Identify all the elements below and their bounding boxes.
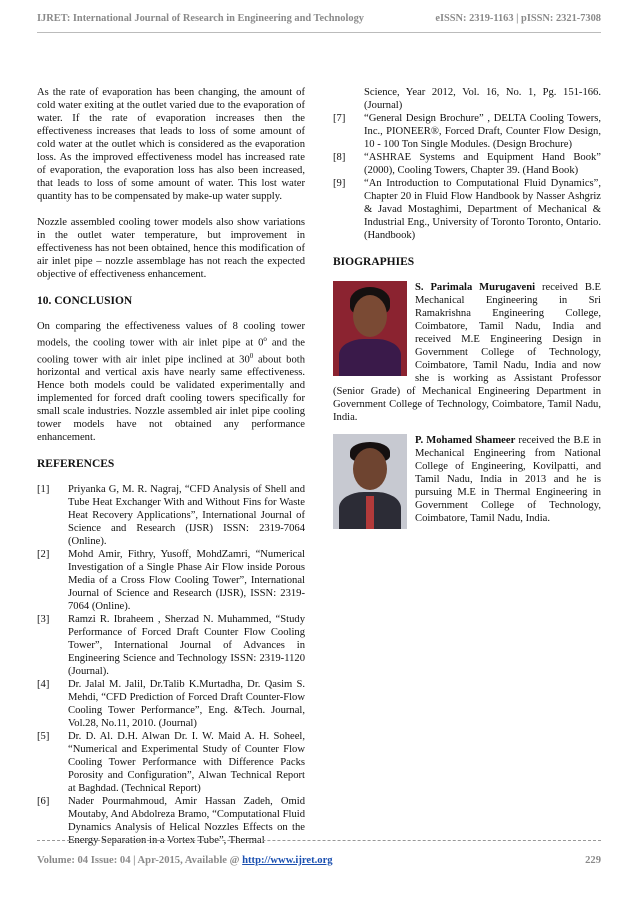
biography-1 bbox=[333, 281, 601, 424]
author-photo bbox=[333, 281, 407, 376]
paragraph-nozzle: Nozzle assembled cooling tower models also show variations in the outlet water temperature, but improvement in effectiveness has not been obtained, hence this modification of air inlet pipe – nozzle assemblage has not reach the expected objective of effectiveness enhancement. bbox=[37, 217, 305, 280]
journal-link[interactable]: http://www.ijret.org bbox=[242, 855, 333, 866]
page-footer bbox=[37, 855, 601, 866]
page-number: 229 bbox=[585, 855, 601, 866]
reference-item: [2] Mohd Amir, Fithry, Yusoff, MohdZamri, “Numerical Investigation of a Single Phase Air Flow inside Porous Media of a Cross Flow Cooling Tower”, International Journal of Science and Research (IJSR), ISSN: 2319-7064 (Online). bbox=[37, 549, 305, 613]
biographies-heading: BIOGRAPHIES bbox=[333, 256, 415, 268]
paragraph-evaporation: As the rate of evaporation has been changing, the amount of cold water exiting at the outlet varied due to the evaporation of water. If the rate of evaporation increases then the effectiveness increases that leads to loss of some amount of cold water at the outlet which is considered as the evaporation loss. As the improved effectiveness model has increased rate of evaporation, the evaporation loss has also been increased, that leads to loss of some amount of water. This lost water quantity has to be compensated by make-up water supply. bbox=[37, 87, 305, 202]
reference-item: [9] “An Introduction to Computational Fluid Dynamics”, Chapter 20 in Fluid Flow Handbook by Nasser Ashgriz & Javad Mostaghimi, Department of Mechanical & Industrial Eng., University of Toronto Toronto, Ontario.(Handbook) bbox=[333, 178, 601, 241]
page-header bbox=[37, 13, 601, 24]
reference-continuation: Science, Year 2012, Vol. 16, No. 1, Pg. 151-166. (Journal) bbox=[364, 87, 601, 111]
references-heading: REFERENCES bbox=[37, 458, 115, 471]
footer-issue: Volume: 04 Issue: 04 | Apr-2015, Available @ http://www.ijret.org bbox=[37, 855, 333, 866]
issn: eISSN: 2319-1163 | pISSN: 2321-7308 bbox=[435, 13, 601, 24]
reference-item: [3] Ramzi R. Ibraheem , Sherzad N. Muhammed, “Study Performance of Forced Draft Counter Flow Cooling Tower”, International Journal of Advances in Engineering Science and Technology ISSN: 2319-1120 (Journal). bbox=[37, 614, 305, 678]
left-column bbox=[37, 86, 305, 847]
author-photo bbox=[333, 434, 407, 529]
reference-item: [1] Priyanka G, M. R. Nagraj, “CFD Analysis of Shell and Tube Heat Exchanger With and Without Fins for Waste Heat Recovery Applications”, International Journal of Science and Research (IJSR) ISSN: 2319-7064 (Online). bbox=[37, 484, 305, 548]
right-column bbox=[333, 86, 601, 531]
reference-item: [7] “General Design Brochure” , DELTA Cooling Towers, Inc., PIONEER®, Forced Draft, Counter Flow Design, 10 - 100 Ton Single Modules. (Design Brochure) bbox=[333, 113, 601, 150]
reference-item: [6] Nader Pourmahmoud, Amir Hassan Zadeh, Omid Moutaby, And Abdolreza Bramo, “Computational Fluid Dynamics Analysis of Helical Nozzles Effects on the Energy Separation in a Vortex Tube”, Thermal bbox=[37, 796, 305, 847]
biography-text: S. Parimala Murugaveni received B.E Mechanical Engineering in Sri Ramakrishna Engineering College, Coimbatore, Tamil Nadu, India and received M.E Engineering Design in Government College of Technology, Coimbatore, Tamil Nadu, India and now she is working as Assistant Professor (Senior Grade) of Mechanical Engineering Department in Government College of Technology, Coimbatore, Tamil Nadu, India. bbox=[333, 282, 601, 423]
reference-item: [8] “ASHRAE Systems and Equipment Hand Book” (2000), Cooling Towers, Chapter 39. (Hand Book) bbox=[333, 152, 601, 176]
biography-2 bbox=[333, 434, 601, 531]
biography-text: P. Mohamed Shameer received the B.E in Mechanical Engineering from National College of Engineering, Kovilpatti, and Tamil Nadu, India in 2013 and he is pursuing M.E in Thermal Engineering in Government College of Technology, Coimbatore, Tamil Nadu, India. bbox=[415, 435, 601, 524]
paragraph-conclusion: On comparing the effectiveness values of 8 cooling tower models, the cooling tower with air inlet pipe at 0$^o$ and the cooling tower with air inlet pipe inclined at $30^0$ about both horizontal and vertical axis have nearly same effectiveness. Hence both models could be validated experimentally and implemented for forced draft cooling towers specifically for small scale industries. Nozzle assembled air inlet pipe cooling tower models have not obtained any performance enhancement. bbox=[37, 321, 305, 444]
conclusion-heading: 10. CONCLUSION bbox=[37, 295, 133, 307]
reference-item: [5] Dr. D. Al. D.H. Alwan Dr. I. W. Maid A. H. Soheel, “Numerical and Experimental Study of Counter Flow Cooling Tower Performance with Difference Packs Porosity and Configuration”, Alwan Technical Report at Baghdad. (Technical Report) bbox=[37, 731, 305, 795]
journal-name: IJRET: International Journal of Research in Engineering and Technology bbox=[37, 13, 364, 24]
header-rule bbox=[37, 32, 601, 33]
footer-rule bbox=[37, 840, 601, 841]
reference-item: [4] Dr. Jalal M. Jalil, Dr.Talib K.Murtadha, Dr. Qasim S. Mehdi, “CFD Prediction of Forced Draft Counter-Flow Cooling Tower Performance”, Eng. &Tech. Journal, Vol.28, No.11, 2010. (Journal) bbox=[37, 679, 305, 730]
reference-list bbox=[37, 483, 305, 847]
